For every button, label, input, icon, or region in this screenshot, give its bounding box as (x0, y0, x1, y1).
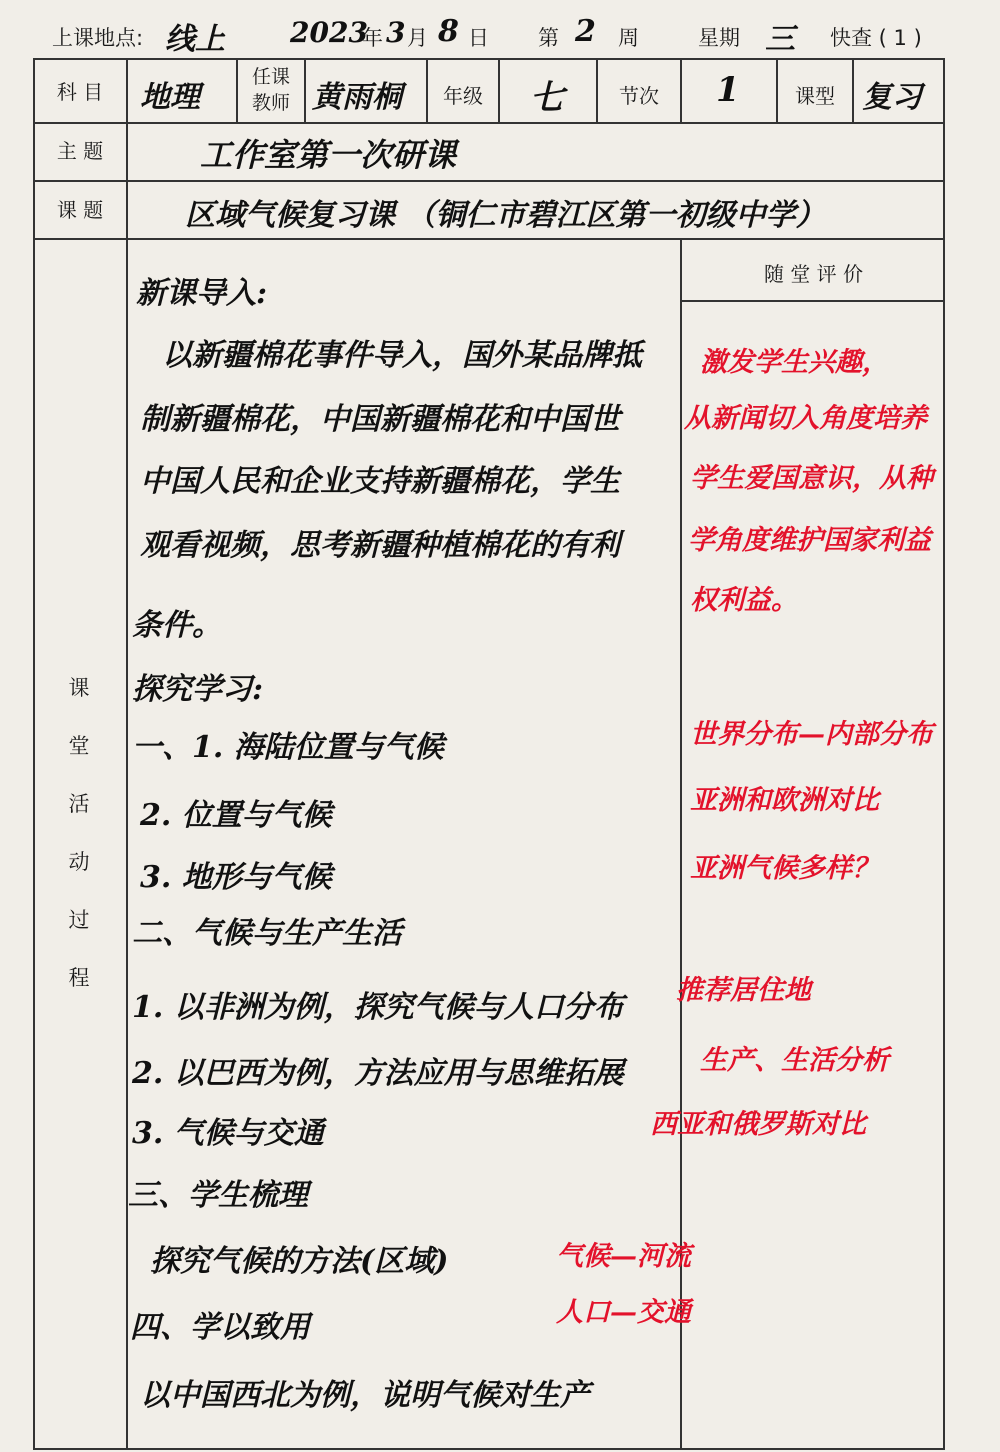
content-line: 以新疆棉花事件导入，国外某品牌抵 (162, 338, 642, 373)
location-label: 上课地点: (52, 26, 144, 50)
content-line: 新课导入: (136, 276, 268, 311)
date-month: 3 (386, 16, 406, 49)
period-value: 1 (716, 70, 740, 110)
content-line: 探究学习: (132, 672, 264, 707)
weekday-label: 星期 (698, 26, 740, 50)
teacher-label-line1: 任课 (251, 66, 290, 88)
topic-value: 工作室第一次研课 (200, 136, 457, 174)
weekday-value: 三 (765, 22, 795, 57)
content-line: 探究气候的方法(区域) (150, 1244, 449, 1279)
row-divider (33, 122, 945, 124)
eval-note: 西亚和俄罗斯对比 (650, 1109, 866, 1140)
week-value: 2 (575, 14, 596, 49)
week-prefix: 第 (538, 26, 559, 50)
eval-note: 从新闻切入角度培养 (684, 403, 927, 434)
date-year: 2023 (290, 16, 368, 49)
lesson-value: 区域气候复习课 （铜仁市碧江区第一初级中学） (185, 198, 826, 233)
content-line: 2. 位置与气候 (140, 798, 332, 833)
eval-note: 人口—交通 (556, 1297, 691, 1328)
type-value: 复习 (862, 80, 922, 115)
week-suffix: 周 (618, 26, 639, 50)
type-label: 课型 (795, 84, 835, 108)
cell-divider (498, 58, 500, 122)
eval-note: 生产、生活分析 (700, 1045, 889, 1076)
content-line: 观看视频，思考新疆种植棉花的有利 (140, 528, 620, 563)
eval-note: 学生爱国意识，从种 (690, 463, 933, 494)
teacher-value: 黄雨桐 (312, 80, 402, 115)
activity-label-char: 堂 (68, 734, 90, 758)
activity-label-char: 动 (68, 850, 90, 874)
cell-divider (304, 58, 306, 122)
cell-divider (852, 58, 854, 122)
eval-header-divider (680, 300, 945, 302)
content-line: 1. 以非洲为例，探究气候与人口分布 (132, 990, 624, 1025)
eval-note: 激发学生兴趣， (700, 347, 889, 378)
date-day: 8 (438, 14, 459, 49)
activity-label (64, 672, 94, 1020)
content-line: 3. 地形与气候 (140, 860, 332, 895)
date-year-suffix: 年 (362, 26, 383, 50)
period-label: 节次 (619, 84, 659, 108)
content-line: 制新疆棉花，中国新疆棉花和中国世 (140, 402, 620, 437)
activity-label-char: 课 (68, 676, 90, 700)
row-divider (33, 238, 945, 240)
lesson-label: 课 题 (56, 198, 104, 222)
subject-value: 地理 (140, 80, 200, 115)
eval-note: 亚洲气候多样？ (690, 853, 879, 884)
content-line: 二、气候与生产生活 (132, 916, 402, 951)
activity-label-char: 过 (68, 908, 90, 932)
eval-note: 推荐居住地 (676, 975, 811, 1006)
eval-note: 权利益。 (690, 585, 798, 616)
teacher-label-line2: 教师 (251, 92, 290, 114)
eval-note: 世界分布—内部分布 (690, 719, 933, 750)
date-month-suffix: 月 (407, 26, 428, 50)
grade-label: 年级 (443, 84, 483, 108)
eval-header: 随 堂 评 价 (763, 262, 864, 286)
content-line: 三、学生梳理 (128, 1178, 308, 1213)
content-line: 2. 以巴西为例，方法应用与思维拓展 (132, 1056, 624, 1091)
quick-check: 快查 ( 1 ) (830, 26, 922, 50)
activity-label-char: 程 (68, 966, 90, 990)
content-line: 一、1. 海陆位置与气候 (132, 730, 444, 765)
eval-note: 气候—河流 (556, 1241, 691, 1272)
content-line: 条件。 (132, 608, 222, 643)
eval-note: 亚洲和欧洲对比 (690, 785, 879, 816)
cell-divider (680, 58, 682, 122)
location-value: 线上 (165, 22, 225, 57)
content-line: 中国人民和企业支持新疆棉花，学生 (140, 464, 620, 499)
label-column-divider (126, 58, 128, 1450)
content-line: 四、学以致用 (130, 1310, 310, 1345)
subject-label: 科 目 (56, 80, 104, 104)
content-line: 3. 气候与交通 (132, 1116, 324, 1151)
content-line: 以中国西北为例，说明气候对生产 (140, 1378, 590, 1413)
row-divider (33, 180, 945, 182)
activity-label-char: 活 (68, 792, 90, 816)
eval-note: 学角度维护国家利益 (688, 525, 931, 556)
date-day-suffix: 日 (468, 26, 489, 50)
topic-label: 主 题 (56, 139, 104, 163)
grade-value: 七 (530, 78, 564, 118)
